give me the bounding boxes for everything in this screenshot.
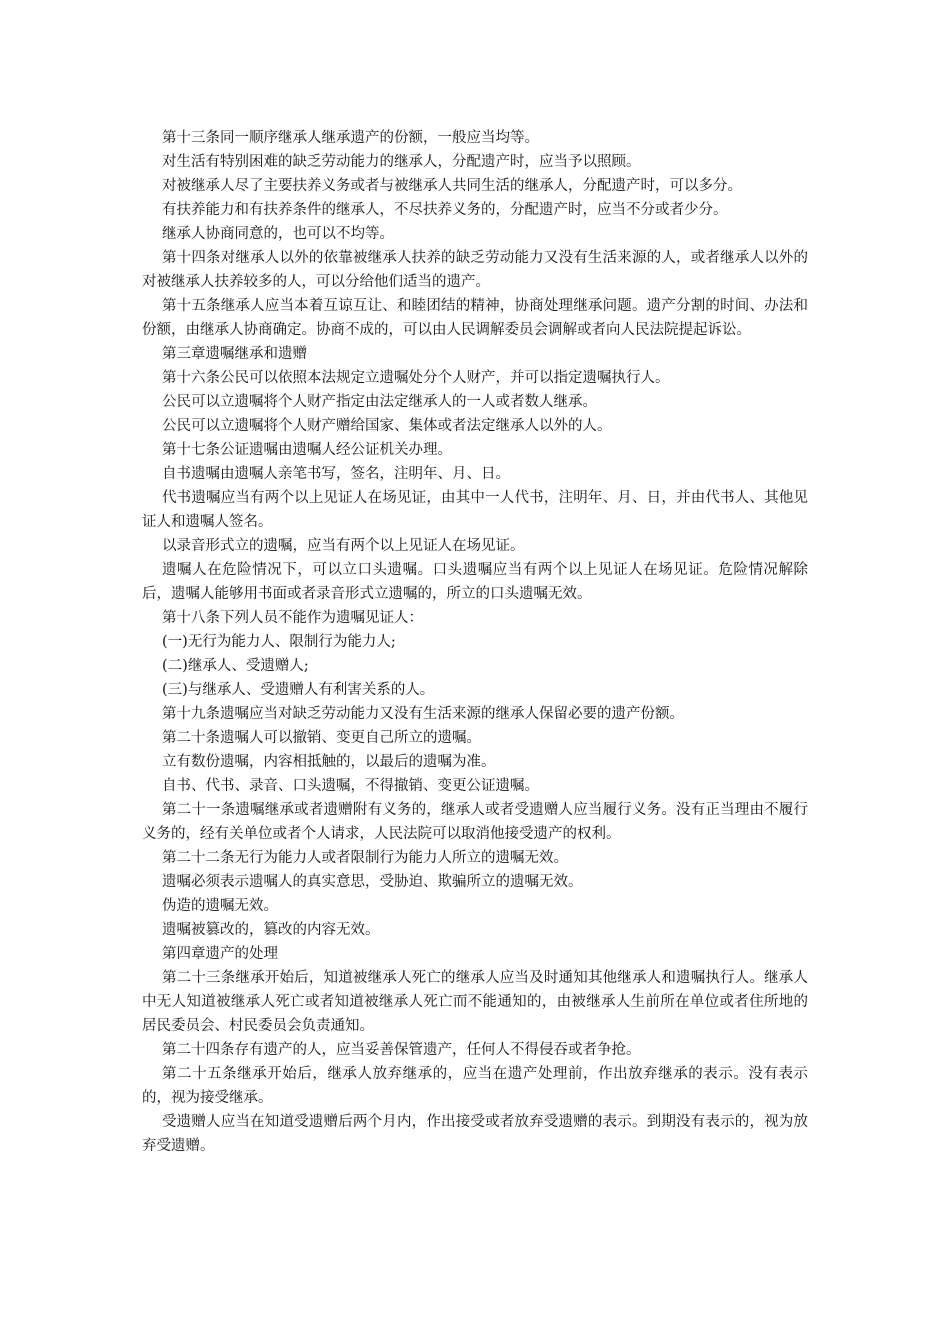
paragraph: 公民可以立遗嘱将个人财产指定由法定继承人的一人或者数人继承。 xyxy=(162,394,597,410)
paragraph: 代书遗嘱应当有两个以上见证人在场见证，由其中一人代书，注明年、月、日，并由代书人、其他见证人和遗嘱人签名。 xyxy=(142,490,808,530)
paragraph: 第十五条继承人应当本着互谅互让、和睦团结的精神，协商处理继承问题。遗产分割的时间、办法和份额，由继承人协商确定。协商不成的，可以由人民调解委员会调解或者向人民法院提起诉讼。 xyxy=(142,298,808,338)
paragraph: 有扶养能力和有扶养条件的继承人，不尽扶养义务的，分配遗产时，应当不分或者少分。 xyxy=(162,202,728,218)
paragraph: 第十八条下列人员不能作为遗嘱见证人： xyxy=(162,610,423,626)
list-item: (三)与继承人、受遗赠人有利害关系的人。 xyxy=(162,682,435,698)
paragraph: 第十三条同一顺序继承人继承遗产的份额，一般应当均等。 xyxy=(162,130,539,146)
paragraph: 遗嘱人在危险情况下，可以立口头遗嘱。口头遗嘱应当有两个以上见证人在场见证。危险情况解除后，遗嘱人能够用书面或者录音形式立遗嘱的，所立的口头遗嘱无效。 xyxy=(142,562,808,602)
paragraph: 自书遗嘱由遗嘱人亲笔书写，签名，注明年、月、日。 xyxy=(162,466,510,482)
paragraph: 以录音形式立的遗嘱，应当有两个以上见证人在场见证。 xyxy=(162,538,525,554)
paragraph: 公民可以立遗嘱将个人财产赠给国家、集体或者法定继承人以外的人。 xyxy=(162,418,612,434)
paragraph: 第十六条公民可以依照本法规定立遗嘱处分个人财产，并可以指定遗嘱执行人。 xyxy=(162,370,670,386)
paragraph: 第十七条公证遗嘱由遗嘱人经公证机关办理。 xyxy=(162,442,452,458)
paragraph: 受遗赠人应当在知道受遗赠后两个月内，作出接受或者放弃受遗赠的表示。到期没有表示的，视为放弃受遗赠。 xyxy=(142,1114,808,1154)
paragraph: 第二十三条继承开始后，知道被继承人死亡的继承人应当及时通知其他继承人和遗嘱执行人。继承人中无人知道被继承人死亡或者知道被继承人死亡而不能通知的，由被继承人生前所在单位或者住所地的居民委员会、村民委员会负责通知。 xyxy=(142,970,808,1034)
paragraph: 遗嘱被篡改的，篡改的内容无效。 xyxy=(162,922,380,938)
chapter-heading: 第三章遗嘱继承和遗赠 xyxy=(162,346,307,362)
paragraph: 第二十一条遗嘱继承或者遗赠附有义务的，继承人或者受遗赠人应当履行义务。没有正当理由不履行义务的，经有关单位或者个人请求，人民法院可以取消他接受遗产的权利。 xyxy=(142,802,808,842)
chapter-heading: 第四章遗产的处理 xyxy=(162,946,278,962)
list-item: (二)继承人、受遗赠人; xyxy=(162,658,309,674)
paragraph: 第十九条遗嘱应当对缺乏劳动能力又没有生活来源的继承人保留必要的遗产份额。 xyxy=(162,706,684,722)
list-item: (一)无行为能力人、限制行为能力人; xyxy=(162,634,396,650)
paragraph: 自书、代书、录音、口头遗嘱，不得撤销、变更公证遗嘱。 xyxy=(162,778,539,794)
paragraph: 对生活有特别困难的缺乏劳动能力的继承人，分配遗产时，应当予以照顾。 xyxy=(162,154,641,170)
paragraph: 第十四条对继承人以外的依靠被继承人扶养的缺乏劳动能力又没有生活来源的人，或者继承人以外的对被继承人扶养较多的人，可以分给他们适当的遗产。 xyxy=(142,250,808,290)
document-body xyxy=(142,126,808,1158)
paragraph: 伪造的遗嘱无效。 xyxy=(162,898,278,914)
paragraph: 遗嘱必须表示遗嘱人的真实意思，受胁迫、欺骗所立的遗嘱无效。 xyxy=(162,874,583,890)
paragraph: 对被继承人尽了主要扶养义务或者与被继承人共同生活的继承人，分配遗产时，可以多分。 xyxy=(162,178,742,194)
paragraph: 继承人协商同意的，也可以不均等。 xyxy=(162,226,394,242)
paragraph: 第二十条遗嘱人可以撤销、变更自己所立的遗嘱。 xyxy=(162,730,481,746)
paragraph: 第二十二条无行为能力人或者限制行为能力人所立的遗嘱无效。 xyxy=(162,850,568,866)
paragraph: 第二十四条存有遗产的人，应当妥善保管遗产，任何人不得侵吞或者争抢。 xyxy=(162,1042,641,1058)
paragraph: 第二十五条继承开始后，继承人放弃继承的，应当在遗产处理前，作出放弃继承的表示。没有表示的，视为接受继承。 xyxy=(142,1066,808,1106)
paragraph: 立有数份遗嘱，内容相抵触的，以最后的遗嘱为准。 xyxy=(162,754,496,770)
